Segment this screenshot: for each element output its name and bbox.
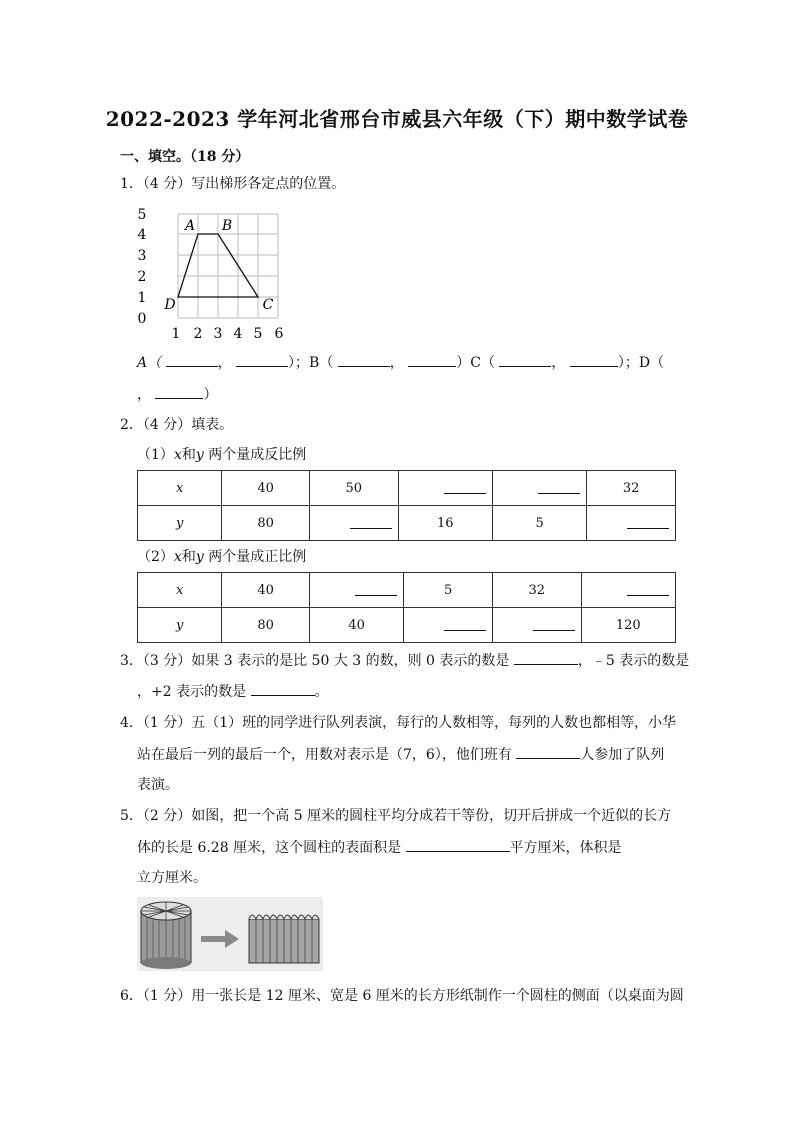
y-tick: 0 — [137, 311, 147, 327]
table-cell: 50 — [309, 471, 398, 506]
question-text: 站在最后一列的最后一个，用数对表示是（7，6），他们班有 — [137, 747, 512, 763]
question-text: 体的长是 6.28 厘米，这个圆柱的表面积是 — [137, 840, 402, 856]
answer-blank[interactable] — [406, 837, 510, 852]
vertex-label-b: B — [221, 218, 233, 234]
answer-text: ）；B（ — [288, 355, 334, 371]
answer-blank-c-y[interactable] — [570, 352, 618, 367]
answer-blank-a-x[interactable] — [166, 352, 218, 367]
x-tick: 1 — [171, 326, 181, 342]
question-number: 1． — [120, 176, 143, 192]
x-tick: 2 — [193, 326, 203, 342]
direct-proportion-table — [137, 572, 676, 643]
question-5-line-2 — [137, 837, 622, 858]
page-title: 2022-2023 学年河北省邢台市威县六年级（下）期中数学试卷 — [105, 107, 689, 131]
table-cell: 16 — [398, 506, 492, 541]
question-3-line-2 — [137, 681, 329, 702]
answer-blank[interactable] — [533, 616, 575, 631]
label-var-x: x — [173, 447, 182, 463]
table-cell: 40 — [222, 471, 310, 506]
question-4-line-3 — [137, 775, 179, 795]
table-cell-blank[interactable] — [492, 471, 586, 506]
question-5-line-3 — [137, 868, 207, 888]
x-tick: 3 — [213, 326, 223, 342]
question-2 — [120, 415, 233, 435]
table-cell: 40 — [309, 608, 403, 643]
table-cell-blank[interactable] — [309, 506, 398, 541]
y-tick: 5 — [137, 207, 147, 223]
answer-blank[interactable] — [514, 650, 578, 665]
question-text: （1 分）五（1）班的同学进行队列表演，每行的人数相等，每列的人数也都相等，小华 — [142, 715, 677, 731]
answer-blank-d-y[interactable] — [155, 384, 203, 399]
q1-answer-line-1 — [137, 352, 664, 373]
table-cell: 5 — [404, 573, 493, 608]
answer-text: ， — [389, 355, 404, 371]
table-cell-blank[interactable] — [309, 573, 403, 608]
answer-blank[interactable] — [355, 581, 397, 596]
q1-answer-line-2 — [137, 384, 217, 405]
question-3-line-1 — [120, 650, 689, 671]
table-cell-blank[interactable] — [492, 608, 581, 643]
question-number: 5． — [120, 808, 143, 824]
question-number: 2． — [120, 417, 143, 433]
table-cell: x — [138, 573, 222, 608]
table-cell: 80 — [222, 506, 310, 541]
vertex-label-a: A — [184, 218, 196, 234]
label-text: （2） — [137, 549, 174, 565]
answer-blank[interactable] — [538, 479, 580, 494]
question-text: （4 分）填表。 — [142, 417, 234, 433]
answer-blank[interactable] — [444, 479, 486, 494]
section-heading: 一、填空。（18 分） — [120, 149, 250, 165]
table-cell: 32 — [492, 573, 581, 608]
table-cell-blank[interactable] — [587, 506, 676, 541]
question-text: 。 — [314, 684, 329, 700]
label-var-y: y — [195, 549, 204, 565]
y-tick: 4 — [137, 227, 147, 243]
table-cell: 5 — [492, 506, 586, 541]
question-number: 3． — [120, 653, 143, 669]
y-tick: 2 — [137, 269, 147, 285]
table-cell: 40 — [222, 573, 310, 608]
label-text: 和 — [181, 549, 196, 565]
answer-blank[interactable] — [627, 514, 669, 529]
vertex-label-d: D — [164, 297, 176, 313]
label-text: 两个量成正比例 — [208, 549, 307, 565]
question-text: （4 分）写出梯形各定点的位置。 — [142, 176, 346, 192]
answer-text: ， — [137, 387, 151, 403]
y-tick: 1 — [137, 290, 147, 306]
label-text: 和 — [181, 447, 196, 463]
vertex-label-c: C — [262, 297, 274, 313]
answer-text: A（ — [137, 355, 162, 371]
question-1 — [120, 174, 345, 194]
label-text: （1） — [137, 447, 174, 463]
answer-blank-c-x[interactable] — [499, 352, 551, 367]
answer-text: ）C（ — [456, 355, 495, 371]
answer-text: ）；D（ — [617, 355, 665, 371]
y-tick: 3 — [137, 248, 147, 264]
question-text: 平方厘米，体积是 — [509, 840, 622, 856]
question-text: 人参加了队列 — [580, 747, 665, 763]
answer-blank[interactable] — [444, 616, 486, 631]
x-tick: 4 — [233, 326, 243, 342]
question-5-line-1 — [120, 806, 671, 826]
table-cell: y — [138, 506, 222, 541]
cuboid-icon — [249, 915, 319, 963]
table-cell: 120 — [581, 608, 675, 643]
table-cell: 80 — [222, 608, 310, 643]
question-6-line-1 — [120, 986, 684, 1006]
answer-blank-a-y[interactable] — [236, 352, 288, 367]
label-text: 两个量成反比例 — [208, 447, 307, 463]
question-text: 立方厘米。 — [137, 870, 207, 886]
question-number: 4． — [120, 715, 143, 731]
table-cell-blank[interactable] — [398, 471, 492, 506]
question-4-line-1 — [120, 713, 676, 733]
answer-blank[interactable] — [627, 581, 669, 596]
table-cell-blank[interactable] — [581, 573, 675, 608]
answer-blank-b-y[interactable] — [408, 352, 456, 367]
x-tick: 5 — [253, 326, 263, 342]
answer-text: ） — [203, 387, 218, 403]
answer-text: ， — [217, 355, 232, 371]
table-row — [138, 471, 676, 506]
answer-blank[interactable] — [251, 681, 315, 696]
table-row — [138, 608, 676, 643]
question-text: ，﹣5 表示的数是 — [577, 653, 690, 669]
question-number: 6． — [120, 988, 143, 1004]
question-text: （1 分）用一张长是 12 厘米、宽是 6 厘米的长方形纸制作一个圆柱的侧面（以桌面为圆 — [142, 988, 684, 1004]
question-text: 表演。 — [137, 777, 179, 793]
table-cell: 32 — [587, 471, 676, 506]
table-row — [138, 573, 676, 608]
q2-part1-label — [137, 445, 306, 465]
question-text: （3 分）如果 3 表示的是比 50 大 3 的数，则 0 表示的数是 — [142, 653, 510, 669]
table-cell-blank[interactable] — [404, 608, 493, 643]
answer-blank-b-x[interactable] — [338, 352, 390, 367]
table-cell: y — [138, 608, 222, 643]
inverse-proportion-table — [137, 470, 676, 541]
q2-part2-label — [137, 547, 306, 567]
question-4-line-2 — [137, 744, 664, 765]
answer-text: ， — [551, 355, 566, 371]
answer-blank[interactable] — [516, 744, 580, 759]
label-var-x: x — [173, 549, 182, 565]
trapezoid-grid-figure — [130, 202, 295, 344]
answer-blank[interactable] — [350, 514, 392, 529]
table-cell: x — [138, 471, 222, 506]
table-row — [138, 506, 676, 541]
x-tick: 6 — [274, 326, 284, 342]
cylinder-to-cuboid-figure — [137, 897, 323, 971]
question-text: ，+2 表示的数是 — [137, 684, 247, 700]
question-text: （2 分）如图，把一个高 5 厘米的圆柱平均分成若干等份，切开后拼成一个近似的长方 — [142, 808, 672, 824]
label-var-y: y — [195, 447, 204, 463]
cylinder-icon — [141, 902, 191, 969]
